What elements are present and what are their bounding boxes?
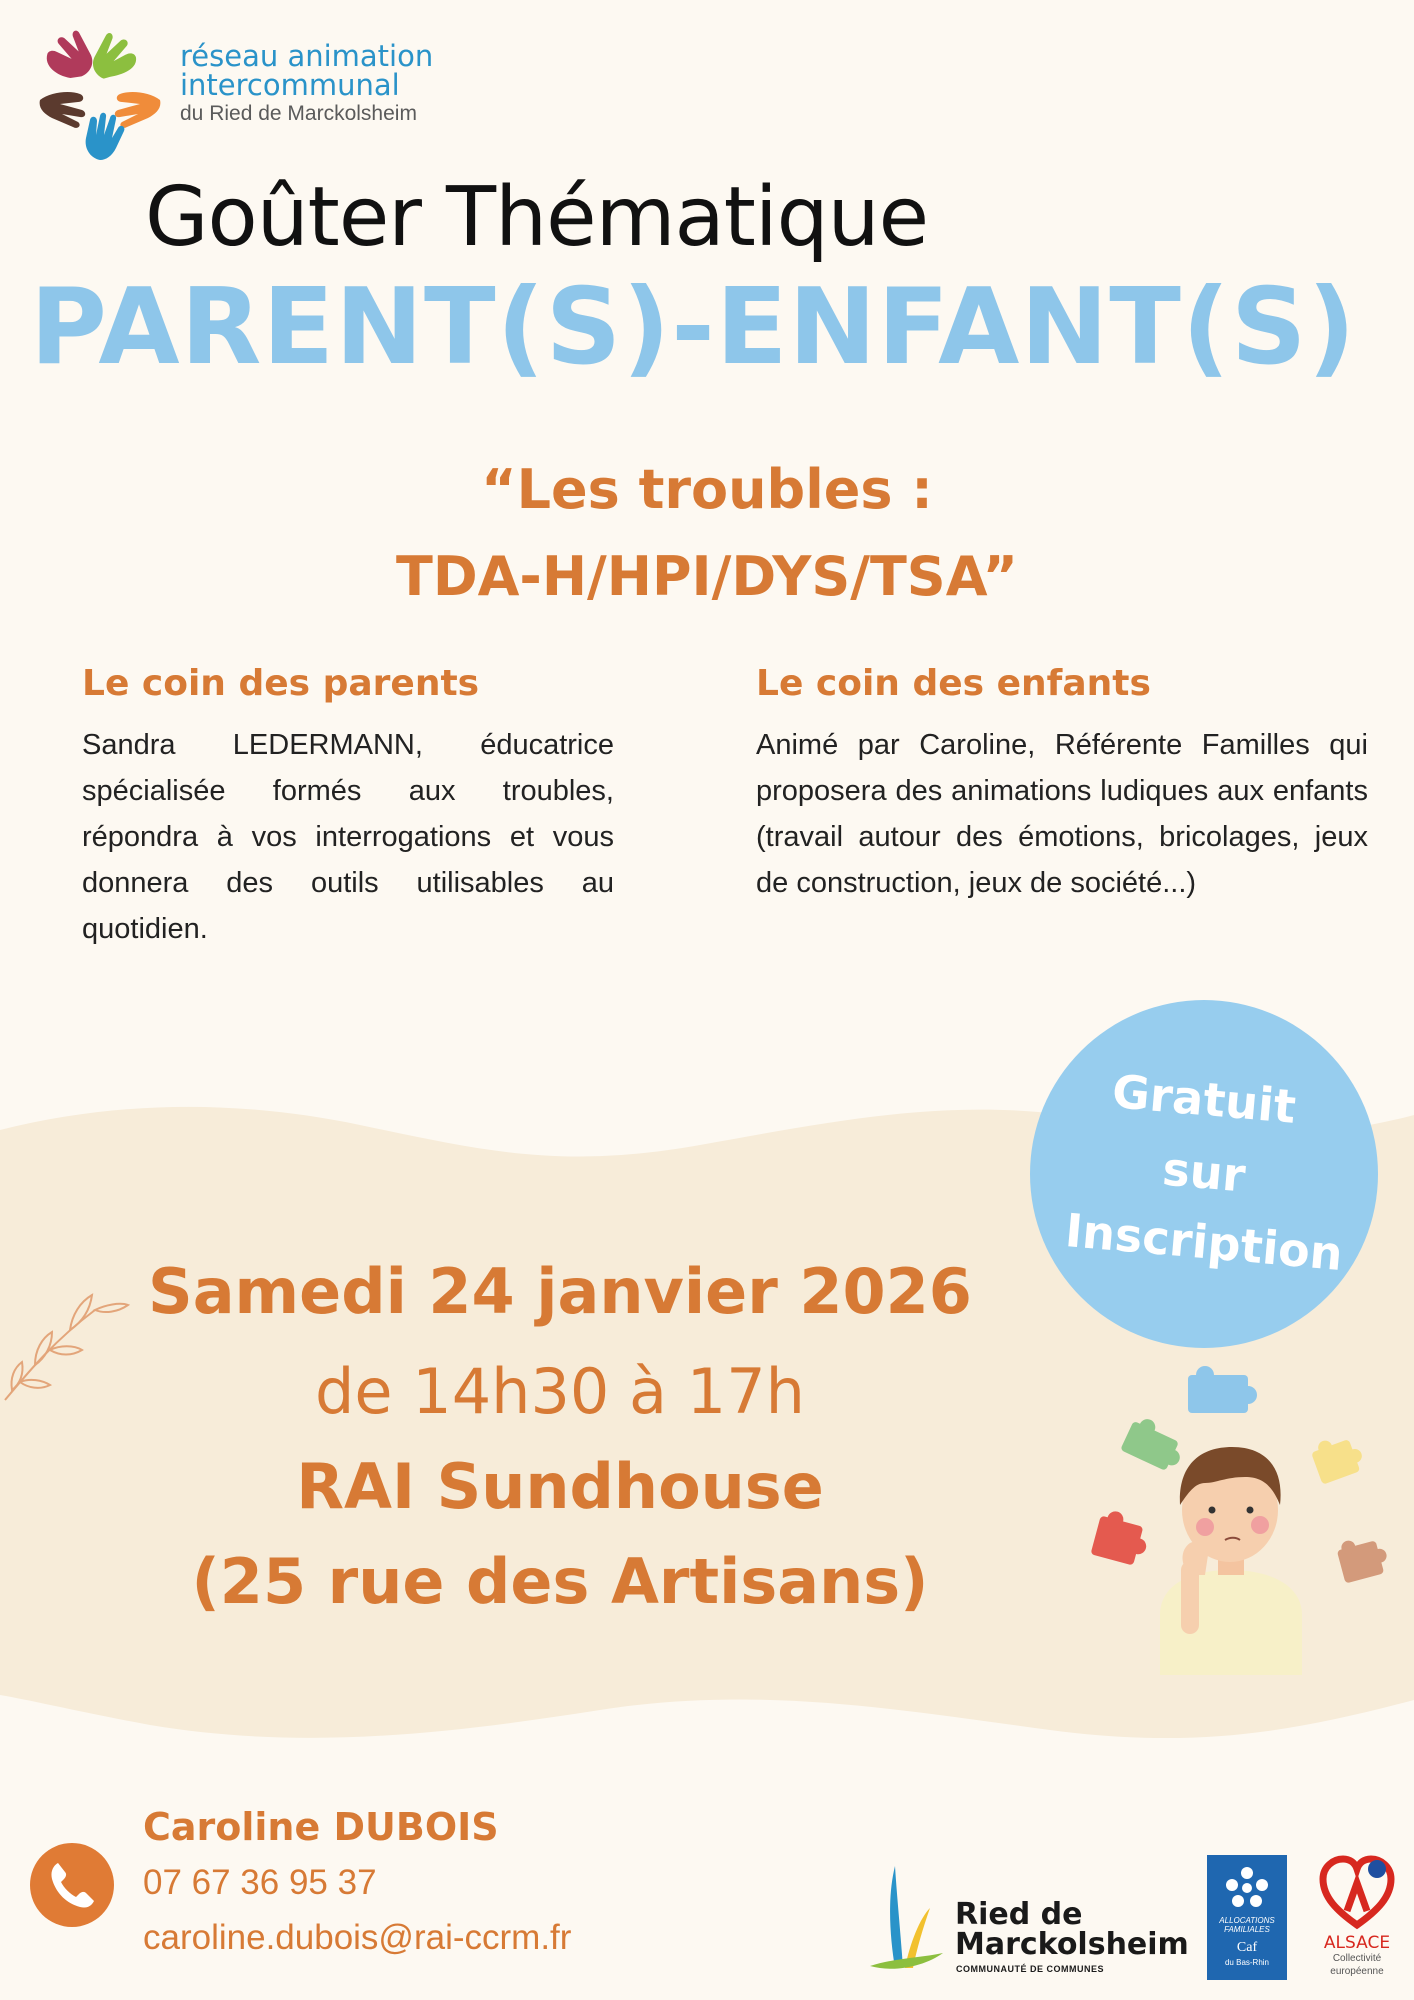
- red-puzzle-icon: [1091, 1508, 1154, 1568]
- free-registration-badge: [1030, 1000, 1378, 1348]
- alsace-line2: Collectivité: [1332, 1953, 1382, 1964]
- parents-corner-title: Le coin des parents: [82, 663, 480, 704]
- ried-marckolsheim-logo: [860, 1858, 1190, 1978]
- brown-puzzle-icon: [1335, 1532, 1391, 1584]
- parents-corner-text: Sandra LEDERMANN, éducatrice spécialisée formés aux troubles, répondra à vos interrogations et vous donnera des outils utilisables au quotidien.: [82, 729, 614, 945]
- event-date: Samedi 24 janvier 2026: [148, 1255, 972, 1328]
- ried-line2: Marckolsheim: [955, 1927, 1189, 1962]
- ried-line1: Ried de: [955, 1897, 1083, 1932]
- title-gouter: Goûter Thématique: [145, 170, 929, 265]
- contact-email[interactable]: caroline.dubois@rai-ccrm.fr: [143, 1918, 572, 1957]
- alsace-line3: européenne: [1330, 1966, 1384, 1977]
- subtitle-line2: TDA-H/HPI/DYS/TSA”: [395, 545, 1019, 608]
- caf-line4: du Bas-Rhin: [1224, 1958, 1270, 1967]
- hands-icon: [39, 27, 160, 160]
- badge-line1: Gratuit: [1109, 1064, 1298, 1134]
- thinking-child-puzzle-illustration: [1040, 1365, 1410, 1675]
- phone-icon: [30, 1843, 114, 1927]
- caf-line1: ALLOCATIONS: [1219, 1916, 1275, 1925]
- ried-line3: COMMUNAUTÉ DE COMMUNES: [956, 1964, 1104, 1974]
- blue-puzzle-icon: [1188, 1366, 1257, 1413]
- green-puzzle-icon: [1120, 1414, 1189, 1475]
- subtitle-line1: “Les troubles :: [481, 458, 933, 521]
- alsace-heart-icon: [1317, 1853, 1397, 1933]
- event-time: de 14h30 à 17h: [315, 1355, 805, 1428]
- caf-line2: FAMILIALES: [1224, 1924, 1270, 1934]
- contact-name: Caroline DUBOIS: [143, 1805, 499, 1849]
- title-parents-enfants: PARENT(S)-ENFANT(S): [30, 266, 1357, 388]
- logo-line3: du Ried de Marckolsheim: [180, 102, 417, 125]
- yellow-puzzle-icon: [1309, 1430, 1367, 1485]
- contact-phone[interactable]: 07 67 36 95 37: [143, 1863, 377, 1902]
- alsace-logo: [1312, 1853, 1402, 1981]
- caf-logo: [1207, 1855, 1287, 1980]
- caf-line3: Caf: [1236, 1940, 1258, 1955]
- event-address: (25 rue des Artisans): [191, 1545, 929, 1618]
- alsace-line1: ALSACE: [1323, 1933, 1391, 1953]
- logo-line1: réseau animation: [180, 39, 434, 73]
- rai-logo-text: [180, 39, 434, 125]
- badge-line2: sur: [1160, 1141, 1248, 1203]
- children-corner-text: Animé par Caroline, Référente Familles qui proposera des animations ludiques aux enfants (travail autour des émotions, bricolages, jeux de construction, jeux de société...): [756, 729, 1368, 899]
- logo-line2: intercommunal: [180, 68, 400, 102]
- children-corner-title: Le coin des enfants: [756, 663, 1151, 704]
- ried-swoosh-icon: [865, 1858, 945, 1978]
- event-place: RAI Sundhouse: [296, 1450, 824, 1523]
- caf-emblem-icon: [1222, 1863, 1272, 1913]
- badge-line3: Inscription: [1063, 1202, 1345, 1282]
